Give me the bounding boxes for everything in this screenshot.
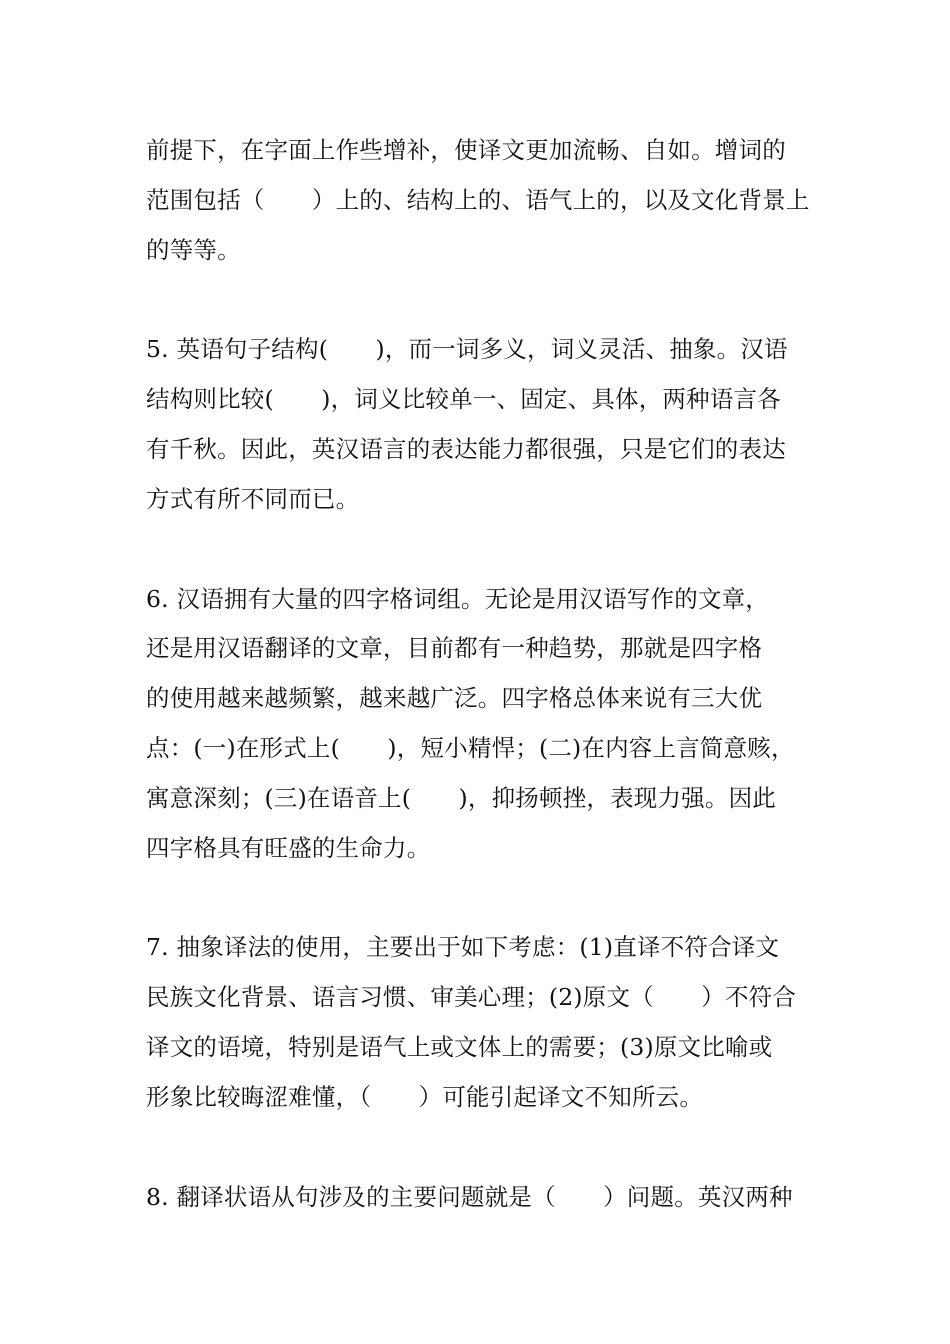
text-line: 的等等。 [146,235,241,264]
text-line: 前提下，在字面上作些增补，使译文更加流畅、自如。增词的 [146,136,786,164]
paragraph-gap [146,1123,826,1173]
paragraph-question-8 [146,1173,826,1223]
text-line: 点：(一)在形式上( )，短小精悍；(二)在内容上言简意赅， [146,733,795,762]
paragraph-question-6 [146,575,826,874]
text-line: 还是用汉语翻译的文章，目前都有一种趋势，那就是四字格 [146,634,763,663]
text-line: 民族文化背景、语言习惯、审美心理；(2)原文（ ）不符合 [146,983,797,1012]
text-line: 7. 抽象译法的使用，主要出于如下考虑：(1)直译不符合译文 [146,933,780,962]
text-line: 8. 翻译状语从句涉及的主要问题就是（ ）问题。英汉两种 [146,1182,793,1211]
text-line: 结构则比较( )，词义比较单一、固定、具体，两种语言各 [146,385,781,414]
text-line: 的使用越来越频繁，越来越广泛。四字格总体来说有三大优 [146,684,763,713]
text-line: 四字格具有旺盛的生命力。 [146,833,431,862]
text-line: 5. 英语句子结构( )，而一词多义，词义灵活、抽象。汉语 [146,335,788,364]
document-page [146,126,826,1222]
text-line: 范围包括（ ）上的、结构上的、语气上的，以及文化背景上 [146,185,810,214]
paragraph-question-5 [146,325,826,524]
text-line: 译文的语境，特别是语气上或文体上的需要；(3)原文比喻或 [146,1032,773,1061]
text-line: 方式有所不同而已。 [146,484,360,513]
text-line: 6. 汉语拥有大量的四字格词组。无论是用汉语写作的文章， [146,584,769,613]
text-line: 有千秋。因此，英汉语言的表达能力都很强，只是它们的表达 [146,434,786,463]
text-line: 寓意深刻；(三)在语音上( )，抑扬顿挫，表现力强。因此 [146,783,776,812]
text-line: 形象比较晦涩难懂，（ ）可能引起译文不知所云。 [146,1082,704,1111]
paragraph-word-addition [146,126,826,275]
paragraph-question-7 [146,923,826,1122]
paragraph-gap [146,873,826,923]
paragraph-gap [146,525,826,575]
paragraph-gap [146,275,826,325]
